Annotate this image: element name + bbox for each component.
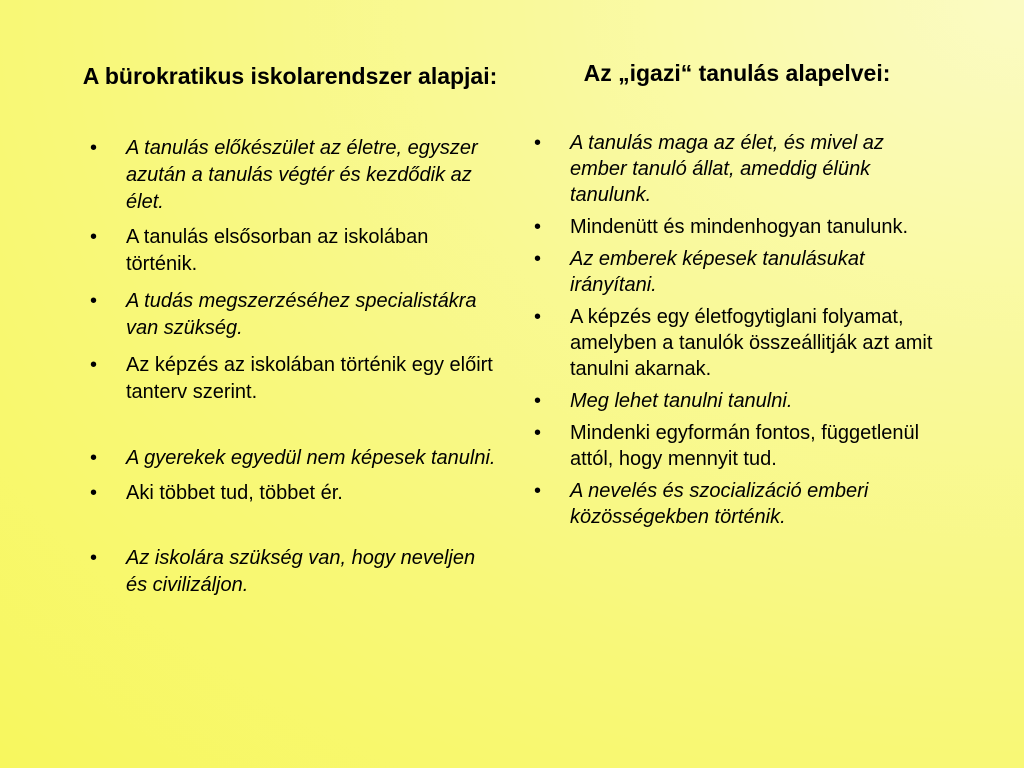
right-item-text: Mindenütt és mindenhogyan tanulunk. — [570, 216, 909, 238]
left-list-item — [78, 545, 498, 599]
bullet-icon: • — [90, 354, 98, 376]
right-list-item — [524, 420, 934, 472]
left-item-text: Az képzés az iskolában történik egy előirt tanterv szerint. — [126, 354, 493, 403]
left-list-item — [78, 288, 498, 342]
right-item-text: A nevelés és szocializáció emberi közösségekben történik. — [570, 480, 869, 528]
left-item-text: A tudás megszerzéséhez specialistákra van szükség. — [126, 290, 477, 339]
left-list-item — [78, 224, 498, 278]
left-item-text: A gyerekek egyedül nem képesek tanulni. — [126, 447, 496, 469]
bullet-icon: • — [534, 480, 542, 502]
bullet-icon: • — [534, 248, 542, 270]
right-item-text: Az emberek képesek tanulásukat irányítani. — [570, 248, 865, 296]
left-item-text: A tanulás elsősorban az iskolában történik. — [126, 226, 429, 275]
right-list-item — [524, 304, 934, 382]
right-list-item — [524, 246, 934, 298]
bullet-icon: • — [90, 226, 98, 248]
bullet-icon: • — [90, 547, 98, 569]
left-list-item — [78, 135, 498, 216]
left-list-item — [78, 352, 498, 406]
left-heading: A bürokratikus iskolarendszer alapjai: — [82, 63, 498, 89]
left-item-text: Az iskolára szükség van, hogy neveljen és civilizáljon. — [126, 547, 476, 596]
left-item-text: Aki többet tud, többet ér. — [126, 482, 343, 504]
right-list-item — [524, 478, 934, 530]
left-bullet-list — [78, 135, 498, 599]
right-list-item — [524, 130, 934, 208]
bullet-icon: • — [90, 137, 98, 159]
bullet-icon: • — [534, 390, 542, 412]
bullet-icon: • — [90, 482, 98, 504]
bullet-icon: • — [534, 216, 542, 238]
right-item-text: Meg lehet tanulni tanulni. — [570, 390, 793, 412]
left-item-text: A tanulás előkészület az életre, egyszer azután a tanulás végtér és kezdődik az élet. — [126, 137, 478, 213]
right-item-text: Mindenki egyformán fontos, függetlenül attól, hogy mennyit tud. — [570, 422, 920, 470]
left-list-item — [78, 445, 498, 472]
bullet-icon: • — [534, 306, 542, 328]
right-list-item — [524, 388, 934, 414]
bullet-icon: • — [90, 290, 98, 312]
right-bullet-list — [524, 130, 934, 536]
bullet-icon: • — [534, 132, 542, 154]
bullet-icon: • — [534, 422, 542, 444]
right-item-text: A tanulás maga az élet, és mivel az ember tanuló állat, ameddig élünk tanulunk. — [570, 132, 884, 206]
left-list-item — [78, 480, 498, 507]
right-list-item — [524, 214, 934, 240]
right-item-text: A képzés egy életfogytiglani folyamat, amelyben a tanulók összeállitják azt amit tanulni akarnak. — [570, 306, 933, 380]
right-heading: Az „igazi“ tanulás alapelvei: — [583, 60, 891, 86]
bullet-icon: • — [90, 447, 98, 469]
